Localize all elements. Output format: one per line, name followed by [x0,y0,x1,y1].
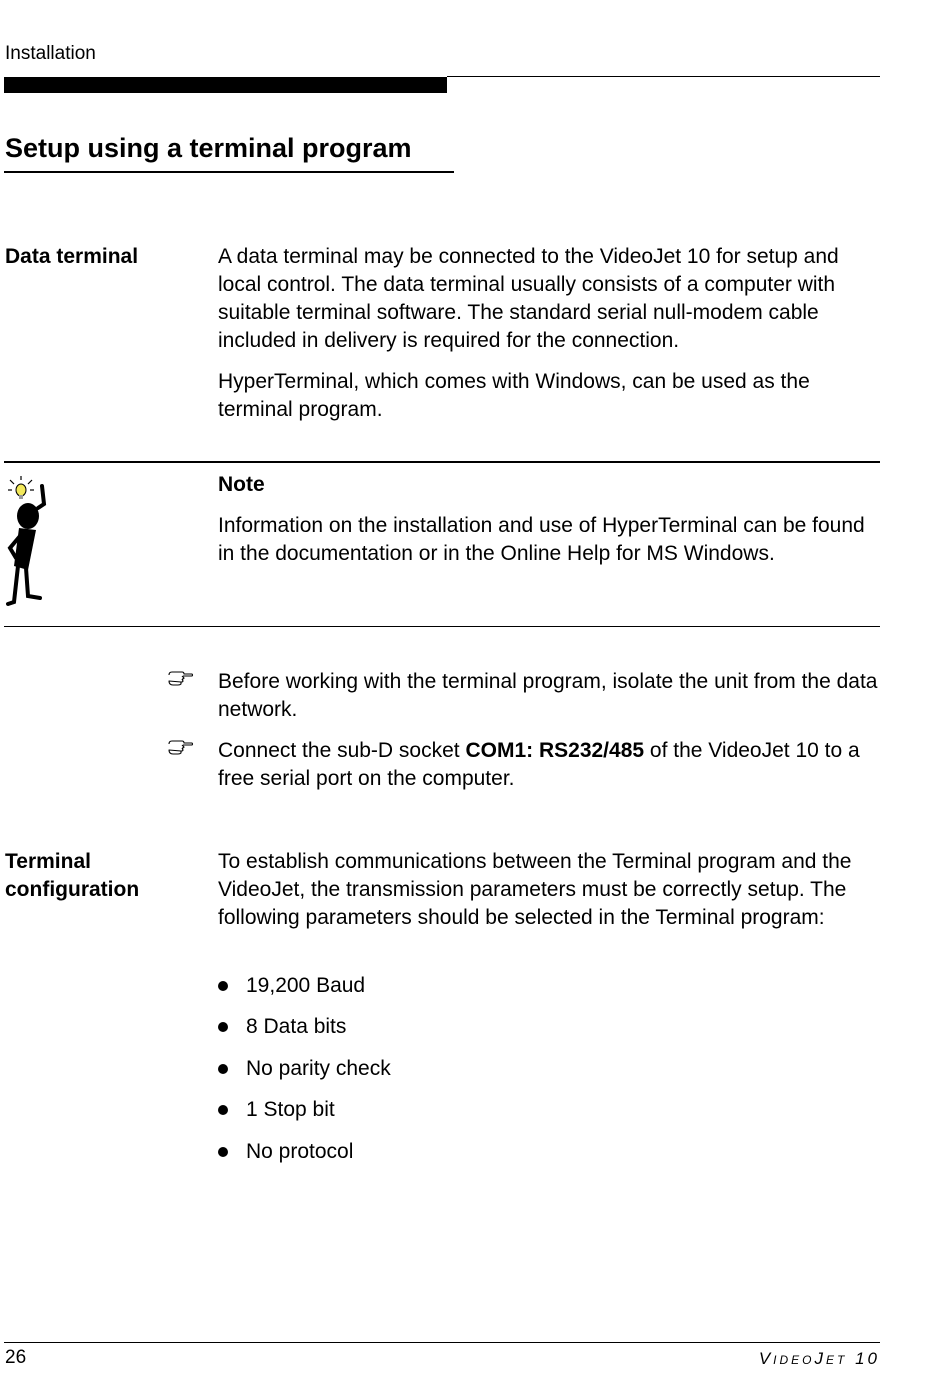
bullet-dot [218,1022,228,1032]
page-title: Setup using a terminal program [5,133,412,163]
param-protocol: No protocol [246,1140,354,1163]
running-header: Installation [5,43,96,64]
header-thick-bar [4,77,447,93]
page-number: 26 [5,1347,27,1368]
list-item [218,1013,346,1041]
product-name: VideoJet 10 [758,1349,880,1368]
com1-port-label: COM1: RS232/485 [465,739,645,762]
data-terminal-paragraph-1: A data terminal may be connected to the VideoJet 10 for setup and local control. The data terminal usually consists of a computer with suitable terminal software. The standard serial null-modem cable included in delivery is required for the connection. [218,245,839,352]
param-baud: 19,200 Baud [246,974,366,997]
bullet-dot [218,1064,228,1074]
pointing-hand-icon [168,739,194,755]
data-terminal-label: Data terminal [5,245,139,268]
step-connect-serial [218,737,882,793]
header-rule [447,76,880,77]
list-item [218,972,365,1000]
data-terminal-paragraph-2: HyperTerminal, which comes with Windows, can be used as the terminal program. [218,370,810,421]
step-isolate-unit: Before working with the terminal program, isolate the unit from the data network. [218,670,878,721]
pointing-hand-icon [168,670,194,686]
footer-rule [4,1342,880,1343]
note-figure-lightbulb-icon [2,474,54,608]
note-bottom-rule [4,626,880,627]
step-connect-text-after: of the VideoJet 10 to a free serial port on the computer. [218,739,860,790]
bullet-dot [218,1147,228,1157]
param-data-bits: 8 Data bits [246,1015,347,1038]
note-title: Note [218,473,265,496]
param-parity: No parity check [246,1057,391,1080]
bullet-dot [218,1105,228,1115]
param-stop-bit: 1 Stop bit [246,1098,335,1121]
list-item [218,1055,391,1083]
terminal-configuration-intro: To establish communications between the Terminal program and the VideoJet, the transmission parameters must be correctly setup. The following parameters should be selected in the Terminal program: [218,850,852,929]
terminal-configuration-label-line2: configuration [5,878,140,901]
note-text: Information on the installation and use of HyperTerminal can be found in the documentation or in the Online Help for MS Windows. [218,514,865,565]
terminal-configuration-label-line1: Terminal [5,850,91,873]
title-underline [4,171,454,173]
note-top-rule [4,461,880,463]
step-connect-text-before: Connect the sub-D socket [218,739,466,762]
list-item [218,1138,353,1166]
bullet-dot [218,981,228,991]
terminal-configuration-label [5,848,139,904]
list-item [218,1096,335,1124]
